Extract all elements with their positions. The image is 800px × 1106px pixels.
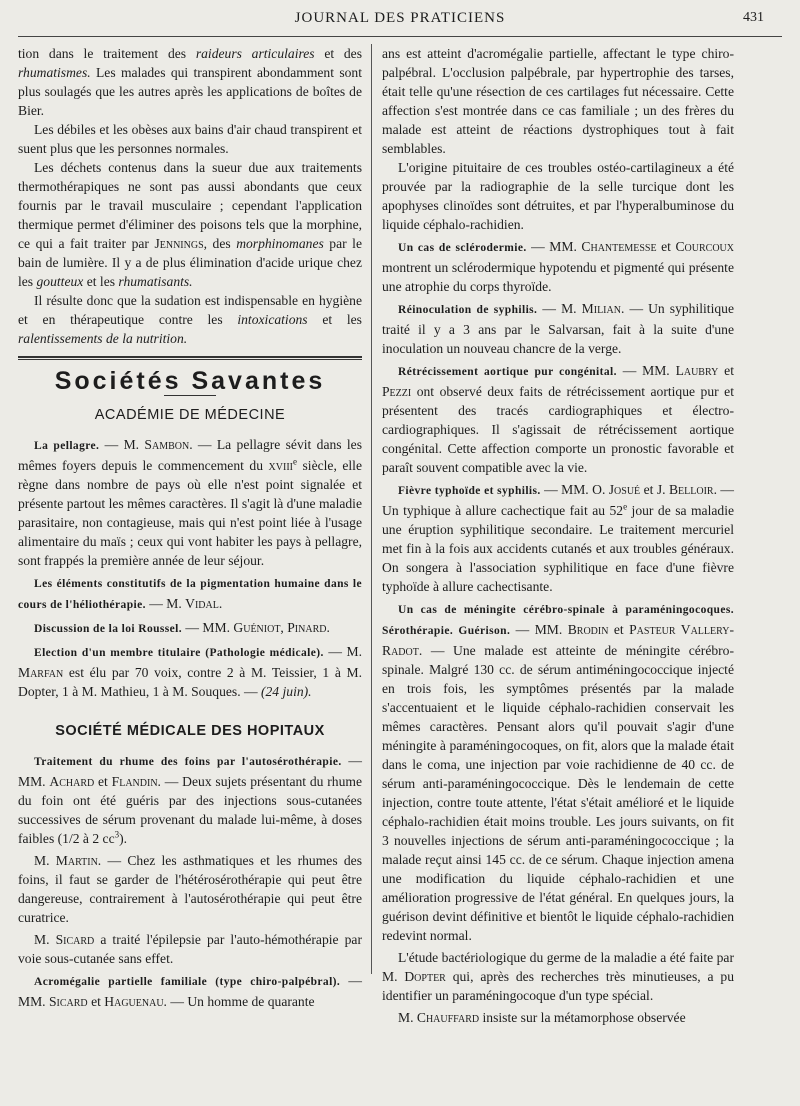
item-pellagre: La pellagre. — M. Sambon. — La pellagre sévit dans les mêmes foyers depuis le commencement du xviii$^e$ siècle, elle règne dans nombre de pays où elle n'est point signalée et présente partout les mêmes caractères. Il s'agit là d'une maladie parasitaire, non contagieuse, mais qui n'est point liée à l'usage alimentaire du maïs ; ceux qui vont habiter les pays à pellagre, sont frappés la première année de leur séjour.: [18, 437, 362, 568]
hopitaux-heading: SOCIÉTÉ MÉDICALE DES HOPITAUX: [55, 723, 325, 739]
item-sclerodermie: Un cas de sclérodermie. — MM. Chantemesse et Courcoux montrent un sclérodermique hypotendu et pigmenté qui présente une atrophie du corps thyroïde.: [382, 239, 734, 294]
item-martin: M. Martin. — Chez les asthmatiques et les rhumes des foins, il faut se garder de l'hétérosérothérapie qui peut être dangereuse, contrairement à l'autosérothérapie qui peut être curatrice.: [18, 853, 362, 925]
paragraph-dechets: Les déchets contenus dans la sueur due aux traitements thermothérapiques ne sont pas aussi abondants que ceux fournis par le travail musculaire ; cependant l'application thermique permet d'éliminer des poisons tels que la morphine, ce qui a fait traiter par Jennings, des morphinomanes par le bain de lumière. Il y a de plus élimination d'acide urique chez les goutteux et les rhumatisants.: [18, 160, 362, 289]
paragraph-pituitaire: L'origine pituitaire de ces troubles ostéo-cartilagineux a été prouvée par la radiographie de la selle turcique dont les apophyses clinoïdes sont détruites, et par l'hyperalbuminose du liquide céphalo-rachidien.: [382, 160, 734, 232]
section-rule: [18, 356, 362, 360]
item-sicard: M. Sicard a traité l'épilepsie par l'auto-hémothérapie par voie sous-cutanée sans effet.: [18, 932, 362, 966]
academie-heading: ACADÉMIE DE MÉDECINE: [94, 407, 286, 423]
paragraph-acromegalie-cont: ans est atteint d'acromégalie partielle, affectant le type chiro-palpébral. L'occlusion palpébrale, par hypertrophie des tarses, était telle qu'une résection de ces cartilages fut nécessaire. Cette affection s'est montrée dans ce cas familiale ; un des frères du malade est atteint de réactions dystrophiques tout à fait semblables.: [382, 46, 734, 156]
item-pigmentation: Les éléments constitutifs de la pigmentation humaine dans le cours de l'héliothérapie. — M. Vidal.: [18, 578, 362, 611]
right-column: [382, 44, 734, 1027]
running-header: [18, 10, 782, 34]
item-rhume: Traitement du rhume des foins par l'autosérothérapie. — MM. Achard et Flandin. — Deux sujets présentant du rhume du foin ont été guéris par des injections sous-cutanées successives de sérum provenant du malade lui-même, à doses faibles (1/2 à 2 $cc^3$).: [18, 753, 362, 846]
paragraph-sudation: tion dans le traitement des raideurs articulaires et des rhumatismes. Les malades qui transpirent abondamment sont plus soulagés que les autres après les applications de boîtes de Bier.: [18, 46, 362, 118]
section-title: Sociétés Savantes: [54, 367, 326, 395]
item-meningite: Un cas de méningite cérébro-spinale à paraméningocoques. Sérothérapie. Guérison. — MM. Brodin et Pasteur Vallery-Radot. — Une malade est atteinte de méningite cérébro-spinale. Malgré 130 cc. de sérum antiméningococcique injecté en trois fois, les symptômes présentés par la malade s'accentuaient et le liquide céphalo-rachidien conservait les mêmes caractères. Pensant alors qu'il pouvait s'agir d'une méningite à paraméningocoques, on fit, alors que la malade était dans le coma, une injection par voie rachidienne de 40 cc. de sérum anti-paraméningococcique. Dès le lendemain de cette injection, contre toute attente, l'état s'était amélioré et le liquide céphalo-rachidien était moins trouble. Les jours suivants, on fit 3 nouvelles injections de sérum anti-paraméningococcique ; la malade reçut ainsi 145 cc. de ce sérum. Chaque injection amena une modification du liquide céphalo-rachidien et une amélioration progressive de l'état général. En quelques jours, la guérison devint définitive et bientôt le liquide céphalo-rachidien redevint normal.: [382, 604, 734, 943]
journal-title: JOURNAL DES PRATICIENS: [294, 10, 506, 26]
paragraph-chauffard: M. Chauffard insiste sur la métamorphose observée: [398, 1010, 686, 1025]
item-fievre-typhoide: Fièvre typhoïde et syphilis. — MM. O. Josué et J. Belloir. — Un typhique à allure cachectique fait au 52e jour de sa maladie une éruption syphilitique secondaire. Le traitement mercuriel met fin à la fois aux accidents cutanés et aux troubles généraux. On songera à l'association syphilitique en face d'une fièvre typhoïde à allure cachectisante.: [382, 482, 734, 594]
left-column: [18, 44, 362, 1011]
paragraph-bacteriologie: L'étude bactériologique du germe de la maladie a été faite par M. Dopter qui, après des recherches très minutieuses, a pu identifier un paraméningocoque d'un type spécial.: [382, 950, 734, 1003]
paragraph-debiles: Les débiles et les obèses aux bains d'air chaud transpirent et suent plus que les personnes normales.: [18, 122, 362, 156]
paragraph-conclusion: Il résulte donc que la sudation est indispensable en hygiène et en thérapeutique contre les intoxications et les ralentissements de la nutrition.: [18, 293, 362, 346]
page-number: 431: [743, 10, 764, 25]
header-rule: [18, 36, 782, 37]
column-divider: [371, 44, 372, 974]
item-roussel: Discussion de la loi Roussel. — MM. Guéniot, Pinard.: [34, 620, 330, 635]
item-reinoculation: Réinoculation de syphilis. — M. Milian. — Un syphilitique traité il y a 3 ans par le Salvarsan, fait à la suite d'une inoculation un nouveau chancre de la verge.: [382, 301, 734, 356]
item-election: Election d'un membre titulaire (Pathologie médicale). — M. Marfan est élu par 70 voix, contre 2 à M. Teissier, 1 à M. Dopter, 1 à M. Mathieu, 1 à M. Souques. — (24 juin).: [18, 644, 362, 699]
title-underline: [164, 395, 216, 396]
spacer: [18, 704, 362, 718]
item-acromegalie: Acromégalie partielle familiale (type chiro-palpébral). — MM. Sicard et Haguenau. — Un homme de quarante: [18, 973, 362, 1009]
item-retrecissement: Rétrécissement aortique pur congénital. — MM. Laubry et Pezzi ont observé deux faits de rétrécissement aortique pur et présentent des tracés cardiographiques et électro-cardiographiques. Il s'agissait de rétrécissement aortique congénital. Cette affection comporte un pronostic favorable et paraît souvent compatible avec la vie.: [382, 363, 734, 475]
